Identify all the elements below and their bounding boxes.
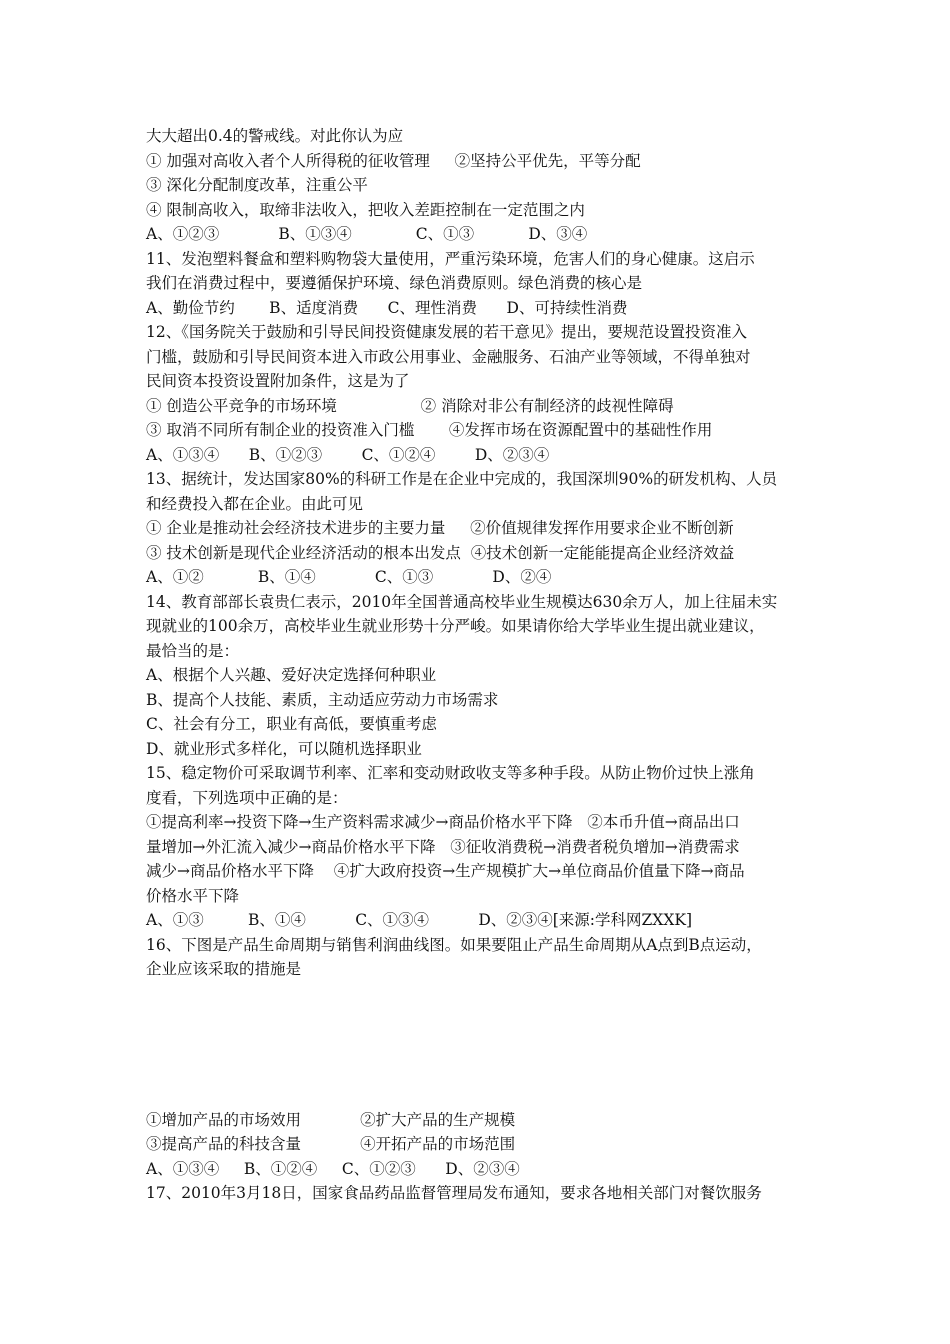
question-text-bottom — [146, 1108, 826, 1206]
text-line: 11、发泡塑料餐盒和塑料购物袋大量使用，严重污染环境，危害人们的身心健康。这启示 — [146, 249, 755, 268]
text-line: A、勤俭节约 B、适度消费 C、理性消费 D、可持续性消费 — [146, 298, 628, 317]
question-text-top — [146, 124, 826, 982]
missing-figure-space — [146, 982, 826, 1108]
text-line: A、①③ B、①④ C、①③④ D、②③④[来源:学科网ZXXK] — [146, 911, 692, 929]
text-line: 度看，下列选项中正确的是： — [146, 788, 348, 807]
text-line: ① 企业是推动社会经济技术进步的主要力量 ②价值规律发挥作用要求企业不断创新 — [146, 519, 734, 537]
text-line: A、①②③ B、①③④ C、①③ D、③④ — [146, 225, 588, 243]
text-line: 企业应该采取的措施是 — [146, 960, 302, 978]
text-line: ③ 深化分配制度改革，注重公平 — [146, 176, 368, 194]
text-line: C、社会有分工，职业有高低，要慎重考虑 — [146, 715, 437, 733]
text-line: ③ 技术创新是现代企业经济活动的根本出发点 ④技术创新一定能能提高企业经济效益 — [146, 543, 735, 562]
text-line: 价格水平下降 — [146, 886, 240, 905]
text-line: A、①③④ B、①②③ C、①②④ D、②③④ — [146, 445, 550, 464]
text-line: B、提高个人技能、素质，主动适应劳动力市场需求 — [146, 690, 499, 709]
text-line: D、就业形式多样化，可以随机选择职业 — [146, 739, 422, 758]
text-line: ③ 取消不同所有制企业的投资准入门槛 ④发挥市场在资源配置中的基础性作用 — [146, 421, 713, 439]
text-line: 最恰当的是： — [146, 641, 240, 660]
text-line: 门槛，鼓励和引导民间资本进入市政公用事业、金融服务、石油产业等领域，不得单独对 — [146, 347, 751, 366]
document-page — [146, 124, 826, 1206]
text-line: 现就业的100余万，高校毕业生就业形势十分严峻。如果请你给大学毕业生提出就业建议， — [146, 617, 765, 635]
text-line: 量增加→外汇流入减少→商品价格水平下降 ③征收消费税→消费者税负增加→消费需求 — [146, 837, 740, 856]
text-line: 大大超出0.4的警戒线。对此你认为应 — [146, 127, 404, 145]
text-line: A、①③④ B、①②④ C、①②③ D、②③④ — [146, 1159, 520, 1178]
text-line: ① 加强对高收入者个人所得税的征收管理 ②坚持公平优先，平等分配 — [146, 151, 641, 170]
text-line: 和经费投入都在企业。由此可见 — [146, 494, 364, 513]
text-line: 17、2010年3月18日，国家食品药品监督管理局发布通知，要求各地相关部门对餐饮服务 — [146, 1184, 762, 1202]
text-line: A、①② B、①④ C、①③ D、②④ — [146, 568, 552, 586]
text-line: 减少→商品价格水平下降 ④扩大政府投资→生产规模扩大→单位商品价值量下降→商品 — [146, 862, 745, 880]
text-line: ①增加产品的市场效用 ②扩大产品的生产规模 — [146, 1110, 516, 1129]
text-line: ①提高利率→投资下降→生产资料需求减少→商品价格水平下降 ②本币升值→商品出口 — [146, 813, 740, 831]
text-line: ④ 限制高收入，取缔非法收入，把收入差距控制在一定范围之内 — [146, 200, 585, 219]
text-line: 14、教育部部长袁贵仁表示，2010年全国普通高校毕业生规模达630余万人，加上往届未实 — [146, 592, 778, 611]
text-line: 15、稳定物价可采取调节利率、汇率和变动财政收支等多种手段。从防止物价过快上涨角 — [146, 764, 755, 782]
text-line: 13、据统计，发达国家80%的科研工作是在企业中完成的，我国深圳90%的研发机构、人员 — [146, 470, 778, 488]
text-line: ① 创造公平竞争的市场环境 ② 消除对非公有制经济的歧视性障碍 — [146, 396, 674, 415]
text-line: 民间资本投资设置附加条件，这是为了 — [146, 372, 410, 390]
text-line: ③提高产品的科技含量 ④开拓产品的市场范围 — [146, 1135, 516, 1153]
text-line: 16、下图是产品生命周期与销售利润曲线图。如果要阻止产品生命周期从A点到B点运动， — [146, 935, 762, 954]
text-line: 12、《国务院关于鼓励和引导民间投资健康发展的若干意见》提出，要规范设置投资准入 — [146, 323, 747, 341]
text-line: A、根据个人兴趣、爱好决定选择何种职业 — [146, 666, 437, 684]
text-line: 我们在消费过程中，要遵循保护环境、绿色消费原则。绿色消费的核心是 — [146, 274, 643, 292]
